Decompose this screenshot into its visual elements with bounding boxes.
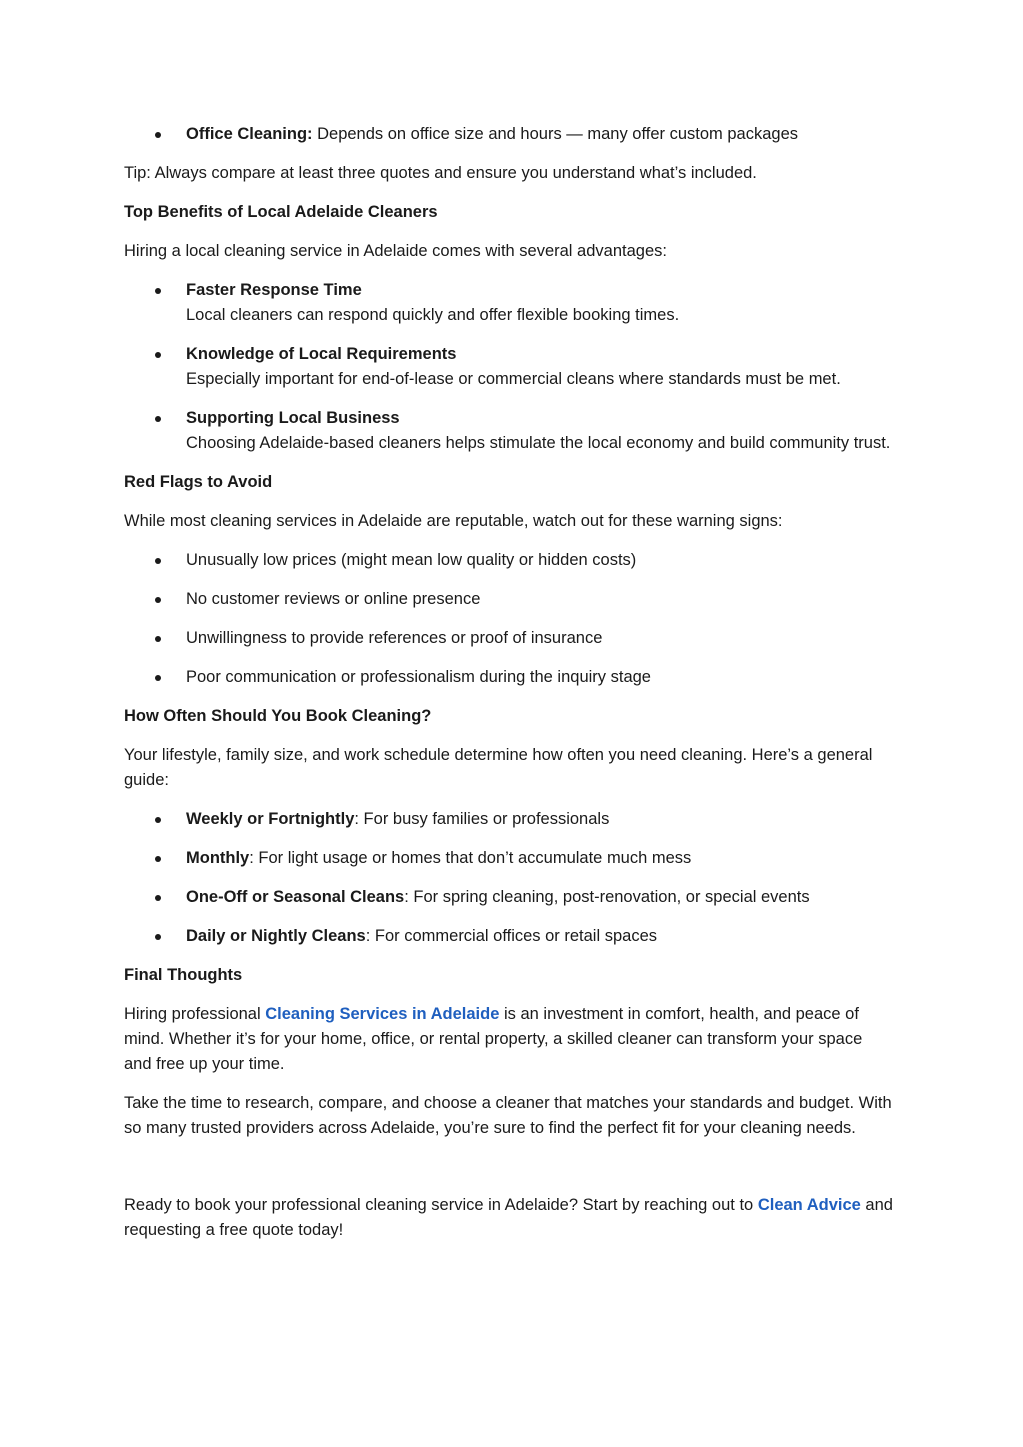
item-label: Daily or Nightly Cleans [186,927,366,945]
frequency-intro: Your lifestyle, family size, and work schedule determine how often you need cleaning. Here’s a general guide: [124,746,873,789]
item-desc: Local cleaners can respond quickly and offer flexible booking times. [186,306,680,324]
bullet-icon [155,856,161,862]
text-segment: and requesting a free quote today! [124,1196,893,1239]
list-item [124,846,894,871]
list-item [124,406,894,456]
list-item [124,548,894,573]
item-text: Depends on office size and hours — many offer custom packages [312,125,799,143]
item-label: Monthly [186,849,250,867]
document-page [124,122,894,1257]
section-heading-red-flags: Red Flags to Avoid [124,473,273,491]
bullet-icon [155,416,161,422]
frequency-list [124,807,894,949]
list-item [124,924,894,949]
spacer [124,1155,894,1193]
cta-paragraph [124,1193,894,1243]
bullet-icon [155,636,161,642]
bullet-icon [155,817,161,823]
item-label: Weekly or Fortnightly [186,810,355,828]
list-item [124,278,894,328]
bullet-icon [155,288,161,294]
item-text: Poor communication or professionalism during the inquiry stage [186,668,651,686]
clean-advice-link[interactable]: Clean Advice [757,1196,861,1214]
bullet-icon [155,934,161,940]
item-label: Office Cleaning: [186,125,313,143]
section-heading-final: Final Thoughts [124,966,243,984]
item-title: Faster Response Time [186,281,362,299]
item-desc: Especially important for end-of-lease or commercial cleans where standards must be met. [186,370,841,388]
bullet-icon [155,352,161,358]
tip-paragraph: Tip: Always compare at least three quotes and ensure you understand what’s included. [124,164,757,182]
benefits-list [124,278,894,456]
list-item [124,665,894,690]
item-title: Supporting Local Business [186,409,400,427]
bullet-icon [155,675,161,681]
item-label: One-Off or Seasonal Cleans [186,888,405,906]
bullet-icon [155,558,161,564]
text-segment: Hiring professional [124,1005,266,1023]
intro-list [124,122,894,147]
section-heading-frequency: How Often Should You Book Cleaning? [124,707,432,725]
text-segment: is an investment in comfort, health, and peace of mind. Whether it’s for your home, office, or rental property, a skilled cleaner can transform your space and free up your time. [124,1005,863,1073]
list-item [124,885,894,910]
section-heading-benefits: Top Benefits of Local Adelaide Cleaners [124,203,438,221]
bullet-icon [155,132,161,138]
list-item [124,122,894,147]
item-title: Knowledge of Local Requirements [186,345,457,363]
benefits-intro: Hiring a local cleaning service in Adelaide comes with several advantages: [124,242,667,260]
item-text: No customer reviews or online presence [186,590,481,608]
bullet-icon [155,895,161,901]
item-text: : For spring cleaning, post-renovation, or special events [404,888,810,906]
item-desc: Choosing Adelaide-based cleaners helps stimulate the local economy and build community trust. [186,434,891,452]
list-item [124,587,894,612]
bullet-icon [155,597,161,603]
final-paragraph-2: Take the time to research, compare, and choose a cleaner that matches your standards and budget. With so many trusted providers across Adelaide, you’re sure to find the perfect fit for your cleaning needs. [124,1094,892,1137]
text-segment: Ready to book your professional cleaning service in Adelaide? Start by reaching out to [124,1196,758,1214]
item-text: : For light usage or homes that don’t accumulate much mess [249,849,692,867]
item-text: : For commercial offices or retail spaces [365,927,658,945]
list-item [124,342,894,392]
red-flags-list [124,548,894,690]
item-text: Unwillingness to provide references or proof of insurance [186,629,603,647]
final-paragraph-1 [124,1002,894,1077]
cleaning-services-link[interactable]: Cleaning Services in Adelaide [265,1005,500,1023]
item-text: : For busy families or professionals [354,810,610,828]
item-text: Unusually low prices (might mean low quality or hidden costs) [186,551,637,569]
list-item [124,626,894,651]
list-item [124,807,894,832]
red-flags-intro: While most cleaning services in Adelaide are reputable, watch out for these warning signs: [124,512,783,530]
